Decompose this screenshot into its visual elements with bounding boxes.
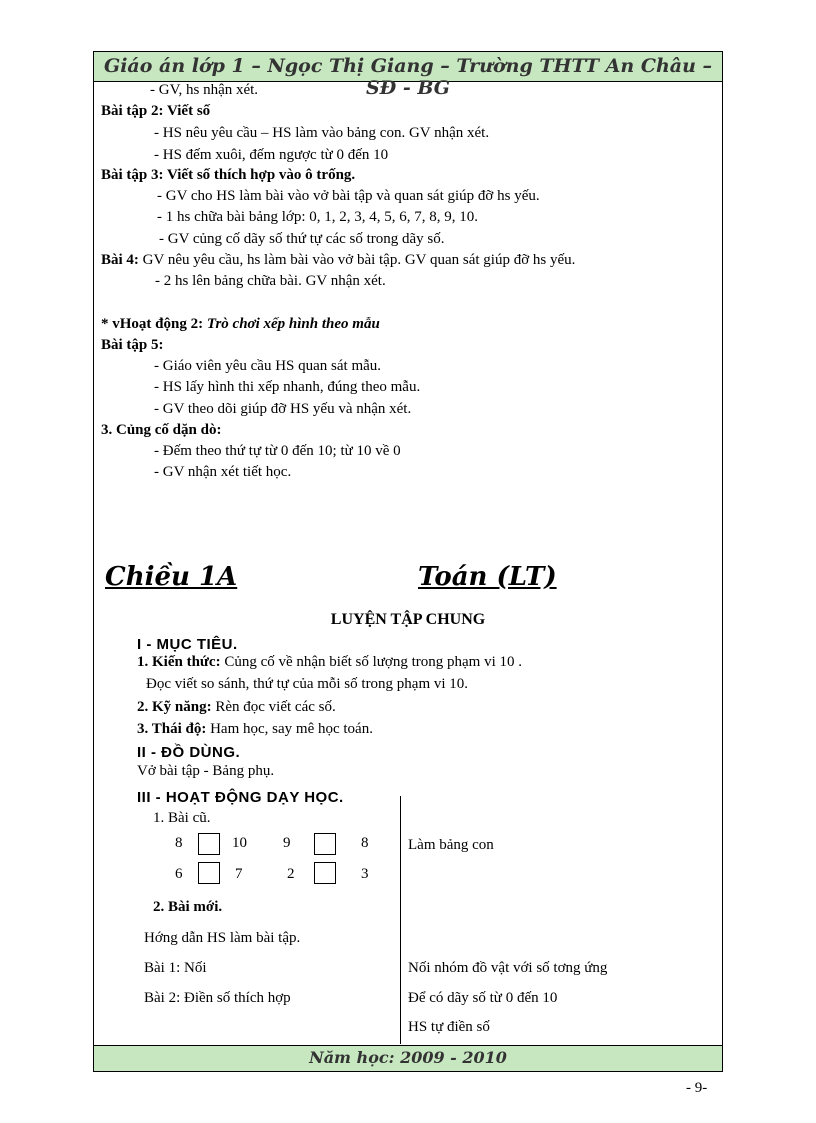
column-divider bbox=[400, 796, 401, 1044]
bt2-line-2: - HS đếm xuôi, đếm ngược từ 0 đến 10 bbox=[154, 147, 389, 163]
ky-nang-label: 2. Kỹ năng: bbox=[137, 699, 212, 715]
answer-box[interactable] bbox=[314, 833, 336, 855]
bai4-line-2: - 2 hs lên bảng chữa bài. GV nhận xét. bbox=[155, 273, 386, 289]
thai-do-text: Ham học, say mê học toán. bbox=[210, 721, 373, 737]
bai-2-line: Bài 2: Điền số thích hợp bbox=[144, 990, 291, 1006]
bai4-text: GV nêu yêu cầu, hs làm bài vào vở bài tập. GV quan sát giúp đỡ hs yếu. bbox=[142, 252, 576, 268]
bt3-title: Bài tập 3: Viết số thích hợp vào ô trống. bbox=[101, 167, 356, 183]
bt3-line-1: - GV cho HS làm bài vào vở bài tập và quan sát giúp đỡ hs yếu. bbox=[157, 188, 540, 204]
kien-thuc-line bbox=[137, 653, 522, 671]
thai-do-line bbox=[137, 720, 373, 738]
right-col-hs-tu-dien: HS tự điền số bbox=[408, 1019, 490, 1035]
subject-heading: Toán (LT) bbox=[418, 562, 557, 592]
do-dung-text: Vở bài tập - Bảng phụ. bbox=[137, 763, 275, 779]
kien-thuc-line-2: Đọc viết so sánh, thứ tự của mỗi số trong phạm vi 10. bbox=[146, 676, 469, 692]
answer-box[interactable] bbox=[198, 833, 220, 855]
ky-nang-line bbox=[137, 698, 336, 716]
bai4-label: Bài 4: bbox=[101, 252, 139, 268]
kien-thuc-label: 1. Kiến thức: bbox=[137, 654, 221, 670]
answer-box[interactable] bbox=[198, 862, 220, 884]
lesson-title: LUYỆN TẬP CHUNG bbox=[330, 611, 486, 628]
bai-1-line: Bài 1: Nối bbox=[144, 960, 207, 976]
bt3-line-3: - GV củng cố dãy số thứ tự các số trong dãy số. bbox=[159, 231, 445, 247]
compare-number: 9 bbox=[283, 835, 291, 851]
bai-moi-heading: 2. Bài mới. bbox=[153, 899, 223, 915]
right-col-lam-bang-con: Làm bảng con bbox=[408, 837, 494, 853]
hoat-dong-2-line bbox=[101, 315, 380, 333]
footer-text: Năm học: 2009 - 2010 bbox=[309, 1048, 507, 1067]
bt2-line-1: - HS nêu yêu cầu – HS làm vào bảng con. GV nhận xét. bbox=[154, 125, 490, 141]
session-heading: Chiều 1A bbox=[105, 562, 238, 592]
thai-do-label: 3. Thái độ: bbox=[137, 721, 207, 737]
header-text: Giáo án lớp 1 – Ngọc Thị Giang – Trường THTT An Châu – SĐ - BG bbox=[103, 55, 713, 99]
bt5-line-3: - GV theo dõi giúp đỡ HS yếu và nhận xét. bbox=[154, 401, 412, 417]
footer-band bbox=[94, 1045, 722, 1071]
bt5-line-1: - Giáo viên yêu cầu HS quan sát mẫu. bbox=[154, 358, 382, 374]
bt3-line-2: - 1 hs chữa bài bảng lớp: 0, 1, 2, 3, 4, 5, 6, 7, 8, 9, 10. bbox=[157, 209, 479, 225]
bai-cu-heading: 1. Bài cũ. bbox=[153, 810, 211, 826]
compare-number: 7 bbox=[235, 866, 243, 882]
right-col-day-so: Để có dãy số từ 0 đến 10 bbox=[408, 990, 558, 1006]
hoat-dong-2-label: * vHoạt động 2: bbox=[101, 316, 204, 332]
right-col-noi-nhom: Nối nhóm đồ vật với số tơng ứng bbox=[408, 960, 608, 976]
kien-thuc-text: Củng cố về nhận biết số lượng trong phạm vi 10 . bbox=[224, 654, 523, 670]
bt2-title: Bài tập 2: Viết số bbox=[101, 103, 211, 119]
hoat-dong-heading: III - HOẠT ĐỘNG DẠY HỌC. bbox=[137, 789, 344, 806]
do-dung-heading: II - ĐỒ DÙNG. bbox=[137, 744, 241, 761]
ky-nang-text: Rèn đọc viết các số. bbox=[215, 699, 336, 715]
answer-box[interactable] bbox=[314, 862, 336, 884]
compare-number: 3 bbox=[361, 866, 369, 882]
bai4-line bbox=[101, 251, 575, 269]
cung-co-line-2: - GV nhận xét tiết học. bbox=[154, 464, 292, 480]
gv-nhan-xet-line: - GV, hs nhận xét. bbox=[150, 82, 259, 98]
bt5-line-2: - HS lấy hình thi xếp nhanh, đúng theo mẫu. bbox=[154, 379, 421, 395]
bt5-title: Bài tập 5: bbox=[101, 337, 164, 353]
cung-co-line-1: - Đếm theo thứ tự từ 0 đến 10; từ 10 về 0 bbox=[154, 443, 401, 459]
cung-co-title: 3. Củng cố dặn dò: bbox=[101, 422, 222, 438]
compare-number: 8 bbox=[361, 835, 369, 851]
huong-dan-line: Hớng dẫn HS làm bài tập. bbox=[144, 930, 301, 946]
hoat-dong-2-title: Trò chơi xếp hình theo mẫu bbox=[206, 316, 380, 332]
compare-number: 8 bbox=[175, 835, 183, 851]
page-number: - 9- bbox=[686, 1080, 708, 1096]
compare-number: 6 bbox=[175, 866, 183, 882]
compare-number: 2 bbox=[287, 866, 295, 882]
compare-number: 10 bbox=[232, 835, 247, 851]
muc-tieu-heading: I - MỤC TIÊU. bbox=[137, 636, 238, 653]
